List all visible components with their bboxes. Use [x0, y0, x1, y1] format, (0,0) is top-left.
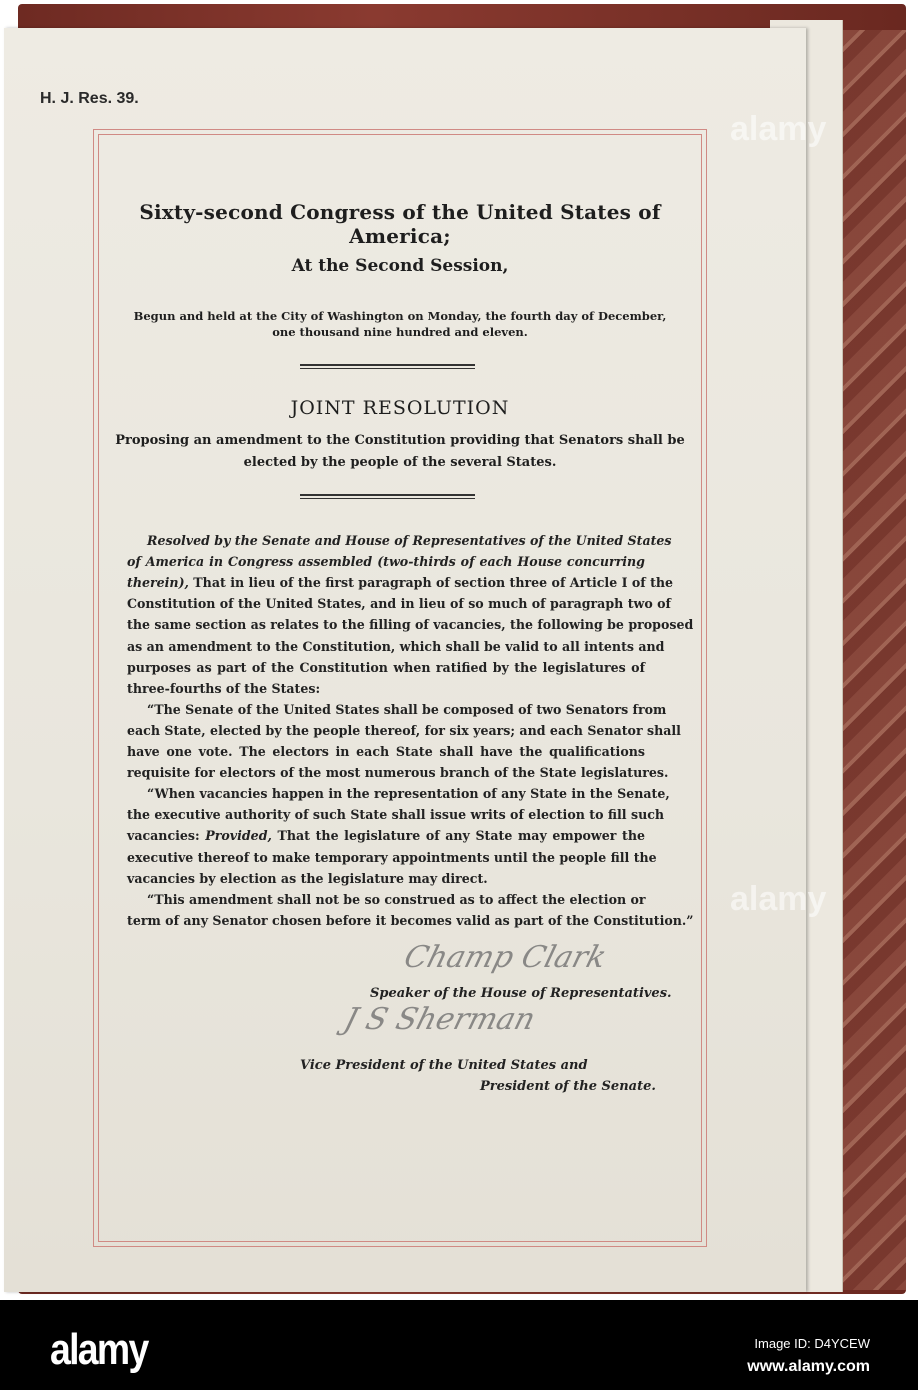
subtitle-line-1: Proposing an amendment to the Constitution providing that Senators shall be [115, 433, 685, 448]
body-text: “This amendment shall not be so construed as to affect the election or [147, 891, 646, 907]
body-line [127, 575, 674, 591]
body-text: executive thereof to make temporary appointments until the people fill the [127, 849, 657, 865]
body-line [147, 533, 672, 548]
body-line [127, 638, 665, 654]
body-text: That in lieu of the first paragraph of section three of Article I of the [188, 575, 674, 591]
body-line [127, 744, 645, 759]
body-line [127, 554, 645, 569]
italic-text: Resolved by the Senate and House of Representatives of the United States [147, 533, 672, 548]
body-line [127, 722, 681, 738]
body-line [127, 828, 645, 843]
begun-line-1: Begun and held at the City of Washington on Monday, the fourth day of December, [133, 309, 667, 323]
vp-title-line-1: Vice President of the United States and [300, 1058, 588, 1073]
joint-resolution-title: JOINT RESOLUTION [290, 397, 510, 419]
divider-rule [300, 494, 475, 499]
body-text: requisite for electors of the most numerous branch of the State legislatures. [127, 765, 669, 781]
italic-text: Provided, [205, 828, 272, 844]
marbled-edge [840, 30, 906, 1290]
speaker-title: Speaker of the House of Representatives. [370, 986, 672, 1001]
body-line [127, 596, 671, 612]
body-text: “When vacancies happen in the representation of any State in the Senate, [147, 786, 670, 802]
body-text: each State, elected by the people thereof, for six years; and each Senator shall [127, 722, 681, 738]
body-line [127, 807, 665, 823]
body-line [127, 660, 645, 675]
begun-line-2: one thousand nine hundred and eleven. [272, 325, 528, 339]
body-line [127, 765, 669, 781]
body-line [127, 871, 645, 886]
alamy-logo: alamy [50, 1325, 148, 1374]
body-line [127, 617, 694, 633]
body-text: the executive authority of such State shall issue writs of election to fill such [127, 807, 665, 823]
body-text: have one vote. The electors in each State shall have the qualifications [127, 744, 645, 759]
vp-signature: J S Sherman [340, 1002, 539, 1037]
body-text: Constitution of the United States, and in lieu of so much of paragraph two of [127, 596, 671, 612]
body-text: “The Senate of the United States shall be composed of two Senators from [147, 701, 667, 717]
body-text: That the legislature of any State may empower the [271, 828, 645, 844]
body-line [127, 849, 657, 865]
bill-number: H. J. Res. 39. [40, 90, 139, 107]
congress-heading: Sixty-second Congress of the United States of America; [139, 200, 661, 248]
italic-text: of America in Congress assembled (two-thirds of each House concurring [127, 554, 645, 570]
watermark: alamy [730, 110, 827, 148]
image-id: Image ID: D4YCEW [754, 1336, 870, 1351]
body-line [147, 892, 645, 907]
session-heading: At the Second Session, [291, 256, 509, 276]
body-line [127, 912, 694, 928]
body-text: as an amendment to the Constitution, which shall be valid to all intents and [127, 638, 665, 654]
body-text: vacancies: [127, 828, 206, 844]
body-line [147, 701, 667, 717]
watermark: alamy [730, 880, 827, 918]
body-text: the same section as relates to the filling of vacancies, the following be proposed [127, 617, 694, 633]
speaker-signature: Champ Clark [400, 940, 611, 975]
body-text: vacancies by election as the legislature may direct. [127, 870, 488, 886]
body-line [127, 681, 645, 696]
site-url: www.alamy.com [747, 1358, 870, 1375]
subtitle-line-2: elected by the people of the several States. [243, 455, 557, 470]
divider-rule [300, 364, 475, 369]
footer-bar [0, 1300, 918, 1390]
body-text: three-fourths of the States: [127, 680, 321, 696]
body-text: term of any Senator chosen before it becomes valid as part of the Constitution.” [127, 912, 694, 928]
vp-title-line-2: President of the Senate. [480, 1079, 656, 1094]
body-line [147, 786, 670, 802]
body-text: purposes as part of the Constitution when ratified by the legislatures of [127, 659, 645, 675]
italic-text: therein), [127, 575, 189, 591]
